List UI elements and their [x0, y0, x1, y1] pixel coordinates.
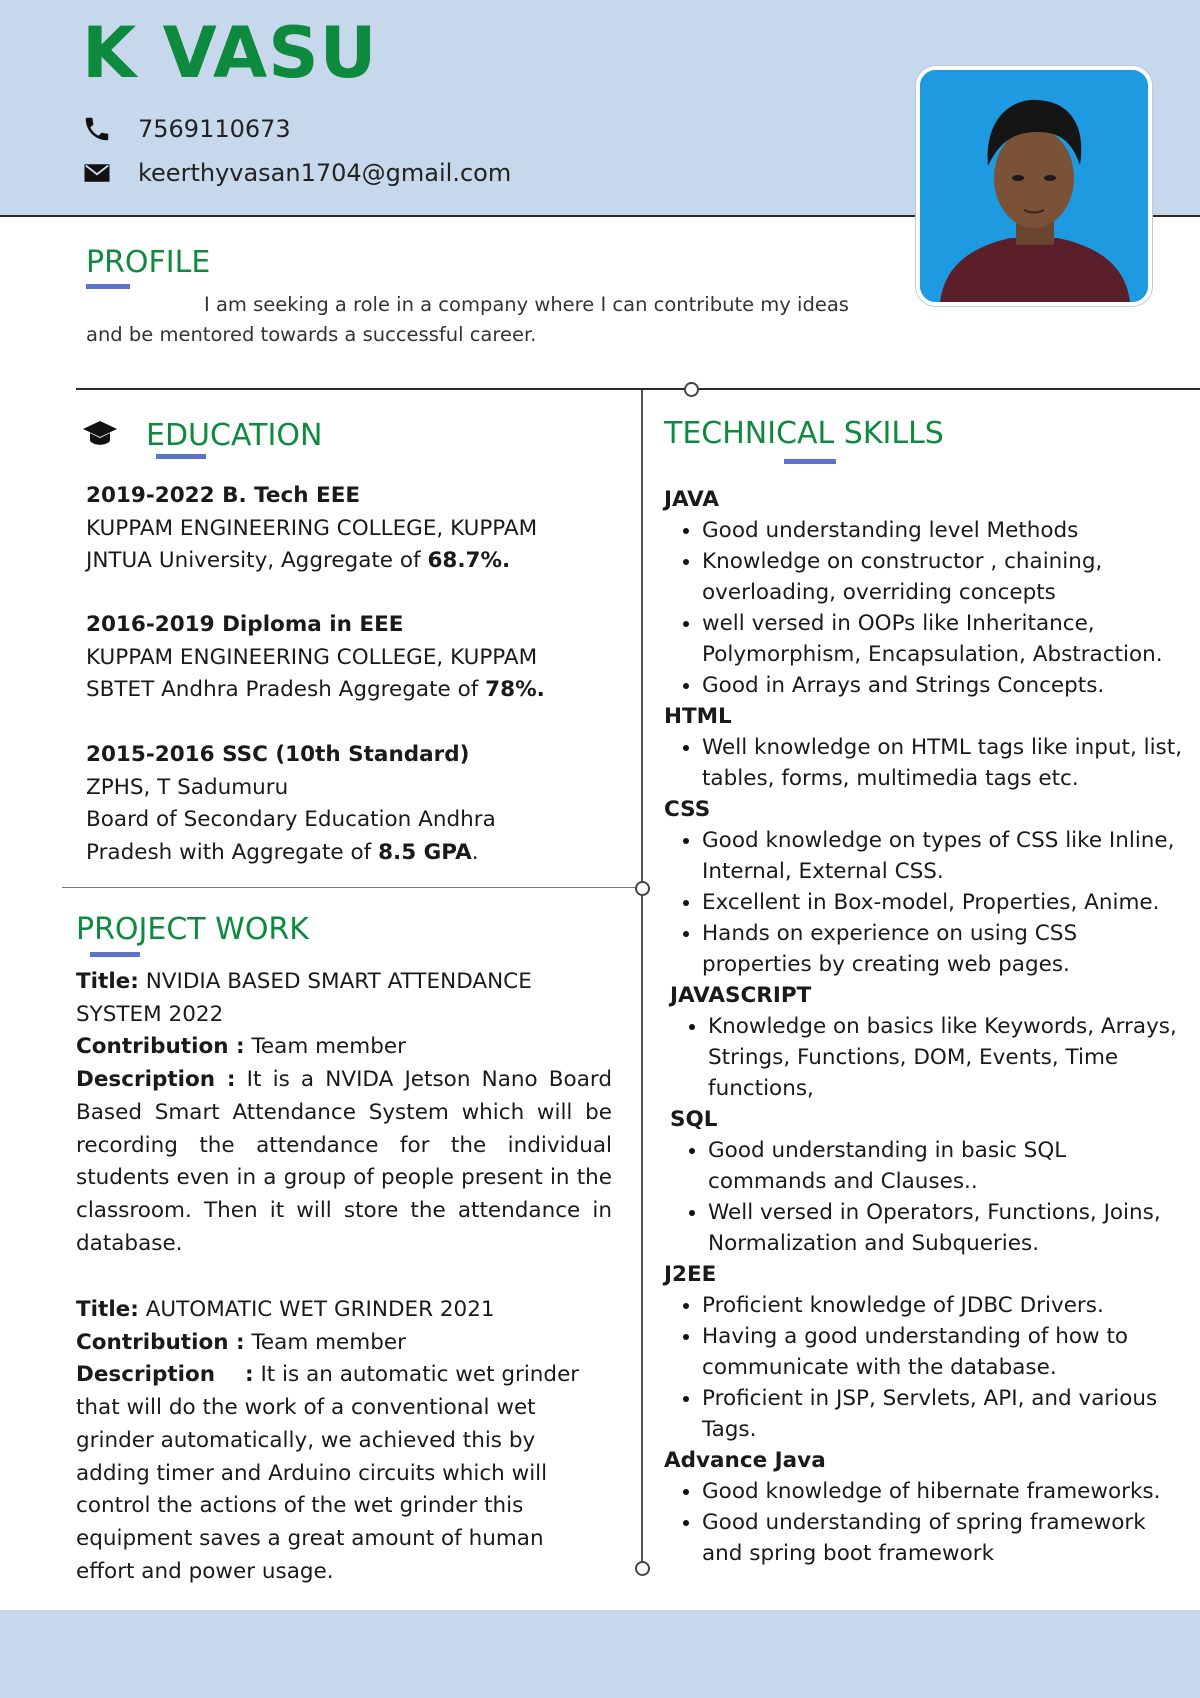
skill-category: JAVASCRIPT — [670, 983, 812, 1008]
skill-item: Good in Arrays and Strings Concepts. — [702, 670, 1184, 701]
project-entry: Title: NVIDIA BASED SMART ATTENDANCE SYSTEM 2022 Contribution : Team member Description : It is a NVIDA Jetson Nano Board Based Smart Attendance System which will be recording the attendance for the individual students even in a group of people present in the classroom. Then it will store the attendance in database. — [76, 969, 612, 1256]
education-title-underline — [156, 454, 206, 459]
phone-icon — [82, 114, 112, 144]
envelope-icon — [82, 158, 112, 188]
skill-item: well versed in OOPs like Inheritance, Polymorphism, Encapsulation, Abstraction. — [702, 608, 1184, 670]
skill-items — [664, 1135, 1184, 1259]
skill-item: Good knowledge on types of CSS like Inline, Internal, External CSS. — [702, 825, 1184, 887]
profile-title: PROFILE — [86, 245, 211, 280]
graduation-cap-icon — [82, 418, 118, 450]
skill-items — [664, 1476, 1184, 1569]
skill-category: Advance Java — [664, 1448, 826, 1473]
skill-item: Having a good understanding of how to communicate with the database. — [702, 1321, 1184, 1383]
candidate-name: K VASU — [82, 12, 378, 94]
project-work-title-underline — [90, 952, 140, 957]
skills-list — [664, 484, 1184, 1569]
skill-items — [664, 732, 1184, 794]
divider-node-middle — [635, 881, 650, 896]
phone-number[interactable]: 7569110673 — [138, 115, 291, 143]
edu-project-divider — [62, 887, 636, 888]
skill-category: JAVA — [664, 487, 719, 512]
divider-node-top — [684, 382, 699, 397]
skill-item: Good knowledge of hibernate frameworks. — [702, 1476, 1184, 1507]
skill-category: HTML — [664, 704, 732, 729]
technical-skills-title: TECHNICAL SKILLS — [664, 416, 944, 451]
education-title: EDUCATION — [146, 418, 323, 453]
section-divider — [76, 388, 1200, 390]
skill-items — [664, 1011, 1184, 1104]
skill-item: Knowledge on basics like Keywords, Arrays, Strings, Functions, DOM, Events, Time functions, — [708, 1011, 1184, 1104]
education-entry: 2019-2022 B. Tech EEE KUPPAM ENGINEERING COLLEGE, KUPPAM JNTUA University, Aggregate of 68.7%. — [86, 483, 538, 573]
project-entry: Title: AUTOMATIC WET GRINDER 2021 Contribution : Team member Description : It is an automatic wet grinder that will do the work of a conventional wet grinder automatically, we achieved this by adding timer and Arduino circuits which will control the actions of the wet grinder this equipment saves a great amount of human effort and power usage. — [76, 1297, 580, 1584]
skill-item: Good understanding of spring framework and spring boot framework — [702, 1507, 1184, 1569]
skill-items — [664, 515, 1184, 701]
technical-skills-title-underline — [784, 459, 836, 464]
skill-category: SQL — [670, 1107, 718, 1132]
profile-title-underline — [86, 284, 130, 289]
education-entry: 2015-2016 SSC (10th Standard) ZPHS, T Sadumuru Board of Secondary Education Andhra Pradesh with Aggregate of 8.5 GPA. — [86, 742, 496, 865]
email-address[interactable]: keerthyvasan1704@gmail.com — [138, 159, 512, 187]
project-work-title: PROJECT WORK — [76, 912, 309, 947]
footer-band — [0, 1610, 1200, 1698]
email-contact — [82, 158, 511, 188]
education-entry: 2016-2019 Diploma in EEE KUPPAM ENGINEERING COLLEGE, KUPPAM SBTET Andhra Pradesh Aggregate of 78%. — [86, 612, 545, 702]
skill-item: Well knowledge on HTML tags like input, list, tables, forms, multimedia tags etc. — [702, 732, 1184, 794]
skill-item: Well versed in Operators, Functions, Joins, Normalization and Subqueries. — [708, 1197, 1184, 1259]
profile-summary: I am seeking a role in a company where I can contribute my ideas and be mentored towards a successful career. — [86, 293, 849, 346]
skill-item: Proficient in JSP, Servlets, API, and various Tags. — [702, 1383, 1184, 1445]
skill-items — [664, 825, 1184, 980]
phone-contact — [82, 114, 291, 144]
skill-items — [664, 1290, 1184, 1445]
divider-node-bottom — [635, 1561, 650, 1576]
skill-item: Proficient knowledge of JDBC Drivers. — [702, 1290, 1184, 1321]
skill-item: Good understanding level Methods — [702, 515, 1184, 546]
skill-category: J2EE — [664, 1262, 717, 1287]
skill-item: Good understanding in basic SQL commands and Clauses.. — [708, 1135, 1184, 1197]
skill-item: Excellent in Box-model, Properties, Anime. — [702, 887, 1184, 918]
profile-photo — [916, 66, 1152, 306]
skill-category: CSS — [664, 797, 711, 822]
skill-item: Hands on experience on using CSS properties by creating web pages. — [702, 918, 1184, 980]
skill-item: Knowledge on constructor , chaining, overloading, overriding concepts — [702, 546, 1184, 608]
